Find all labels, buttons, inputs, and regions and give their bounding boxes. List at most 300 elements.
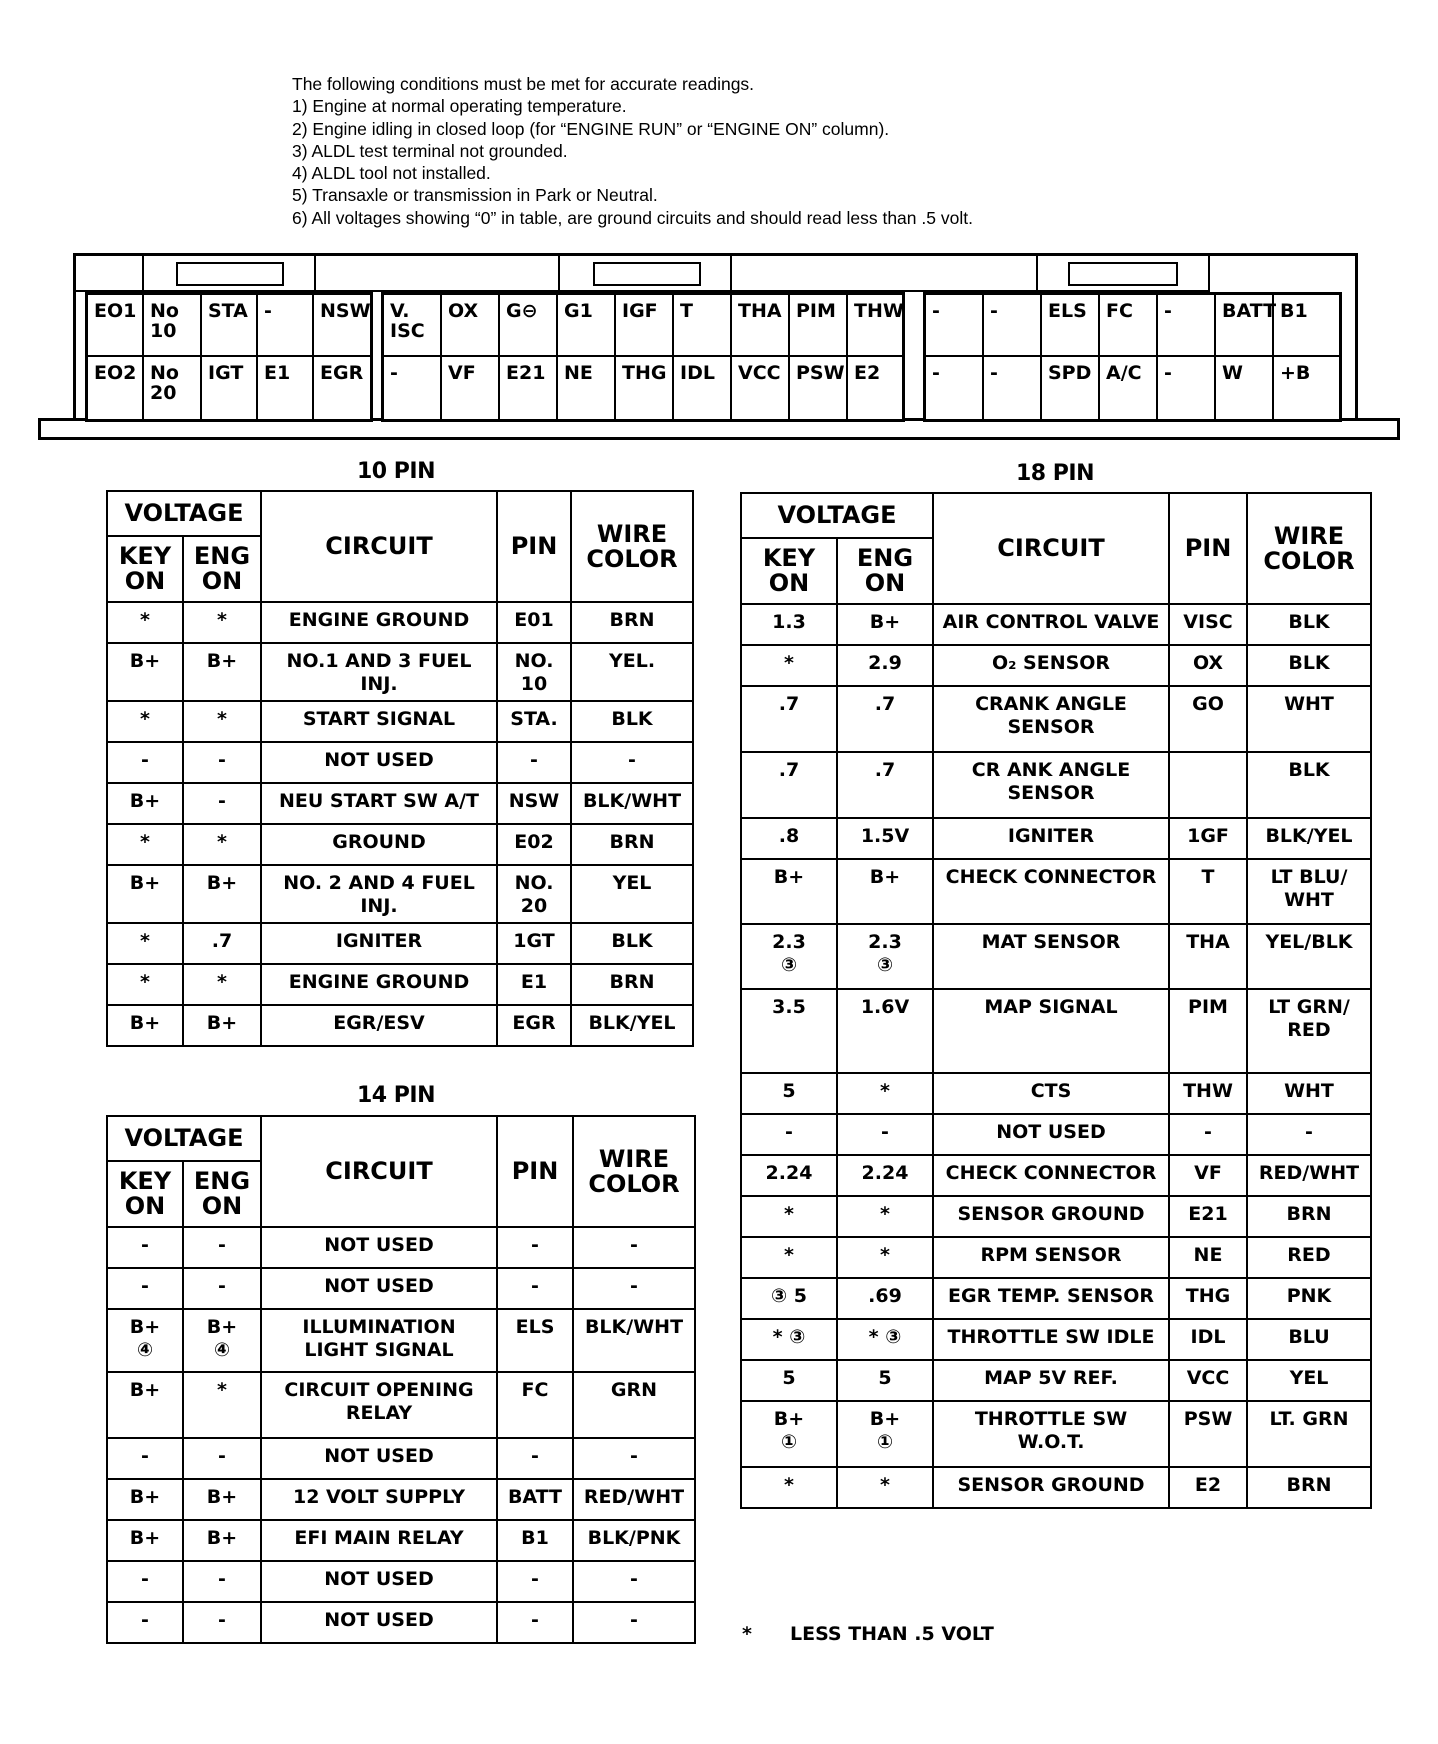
eng-on-header: ENG ON (183, 536, 261, 602)
legend-symbol: * (742, 1623, 752, 1645)
circuit-name: 12 VOLT SUPPLY (261, 1479, 497, 1520)
connector-pin-label: PIM (790, 295, 848, 357)
pin-id: STA. (497, 701, 571, 742)
pin-header: PIN (497, 491, 571, 602)
pin-id: VCC (1169, 1360, 1247, 1401)
connector-latch (76, 256, 144, 292)
eng-on-value: B+ (837, 859, 933, 924)
wire-color: LT GRN/ RED (1247, 989, 1371, 1073)
circuit-name: SENSOR GROUND (933, 1196, 1169, 1237)
connector-pin-label: No 20 (144, 357, 202, 419)
key-on-value: B+ (107, 1520, 183, 1561)
connector-pin-label: A/C (1100, 357, 1158, 419)
circuit-name: ENGINE GROUND (261, 602, 497, 643)
pin-table-10 (106, 490, 694, 1047)
connector-pin-label: E2 (854, 362, 881, 384)
table-row (107, 643, 693, 701)
connector-pin-label: STA (202, 295, 258, 357)
pin-id: ELS (497, 1309, 573, 1372)
table-row (107, 1561, 695, 1602)
eng-on-value: B+ (183, 1005, 261, 1046)
eng-on-value: * (837, 1467, 933, 1508)
circuit-header: CIRCUIT (261, 1116, 497, 1227)
connector-pin-label: ELS (1042, 295, 1100, 357)
connector-block-10pin (85, 292, 373, 422)
pin-id: - (497, 1438, 573, 1479)
wire-color: - (1247, 1114, 1371, 1155)
instructions (292, 73, 1192, 229)
pin-id: - (497, 1268, 573, 1309)
eng-on-value: * ③ (837, 1319, 933, 1360)
pin-id: THA (1169, 924, 1247, 989)
connector-pin-label: - (384, 357, 442, 419)
eng-on-value: - (183, 742, 261, 783)
eng-on-value: * (183, 602, 261, 643)
wire-color: BLK (1247, 645, 1371, 686)
eng-on-value: B+ ① (837, 1401, 933, 1467)
pin-table-14 (106, 1115, 696, 1644)
table-row (107, 1227, 695, 1268)
table-title-14pin: 14 PIN (357, 1083, 435, 1108)
connector-pin-label: BATT (1216, 295, 1274, 357)
pin-id: 1GT (497, 923, 571, 964)
table-title-18pin: 18 PIN (1016, 461, 1094, 486)
pin-id: T (1169, 859, 1247, 924)
table-row (107, 1438, 695, 1479)
connector-pin-label: T (674, 295, 732, 357)
pin-id: NO. 20 (497, 865, 571, 923)
key-on-value: ③ 5 (741, 1278, 837, 1319)
key-on-value: B+ (107, 865, 183, 923)
connector-latch (316, 256, 560, 292)
key-on-value: * (741, 645, 837, 686)
circuit-name: NOT USED (261, 1602, 497, 1643)
key-on-value: - (107, 1438, 183, 1479)
pin-id: THW (1169, 1073, 1247, 1114)
circuit-name: NEU START SW A/T (261, 783, 497, 824)
page-cutoff (0, 1658, 1438, 1744)
key-on-value: * (107, 602, 183, 643)
eng-on-value: - (183, 783, 261, 824)
circuit-name: ENGINE GROUND (261, 964, 497, 1005)
pin-id: E02 (497, 824, 571, 865)
circuit-name: CHECK CONNECTOR (933, 859, 1169, 924)
circuit-name: THROTTLE SW IDLE (933, 1319, 1169, 1360)
eng-on-value: - (183, 1602, 261, 1643)
circuit-name: NO. 2 AND 4 FUEL INJ. (261, 865, 497, 923)
key-on-value: * (107, 964, 183, 1005)
circuit-name: CTS (933, 1073, 1169, 1114)
pin-id: E01 (497, 602, 571, 643)
pin-id: E21 (1169, 1196, 1247, 1237)
table-row (741, 859, 1371, 924)
key-on-value: - (107, 1227, 183, 1268)
circuit-header: CIRCUIT (261, 491, 497, 602)
key-on-value: - (107, 1561, 183, 1602)
wire-color: YEL. (571, 643, 693, 701)
circuit-name: O₂ SENSOR (933, 645, 1169, 686)
connector-pin-label: V. ISC (384, 295, 442, 357)
connector-pin-label: NSW (314, 295, 370, 357)
table-row (107, 1309, 695, 1372)
connector-block-18pin (381, 292, 905, 422)
wire-color: BRN (571, 824, 693, 865)
circuit-name: EGR/ESV (261, 1005, 497, 1046)
eng-on-header: ENG ON (183, 1161, 261, 1227)
pin-id: THG (1169, 1278, 1247, 1319)
table-row (741, 1073, 1371, 1114)
voltage-header: VOLTAGE (741, 493, 933, 538)
connector-pin-label: SPD (1042, 357, 1100, 419)
wire-color: YEL (571, 865, 693, 923)
table-row (741, 1467, 1371, 1508)
table-row (107, 1479, 695, 1520)
wire-color: LT BLU/ WHT (1247, 859, 1371, 924)
wire-color: BLK/YEL (571, 1005, 693, 1046)
wire-color: RED/WHT (1247, 1155, 1371, 1196)
eng-on-value: 2.9 (837, 645, 933, 686)
pin-id: NSW (497, 783, 571, 824)
key-on-value: - (107, 1268, 183, 1309)
pin-id: OX (1169, 645, 1247, 686)
connector-pin-label: IGF (616, 295, 674, 357)
table-row (107, 824, 693, 865)
wire-color-header: WIRE COLOR (1247, 493, 1371, 604)
key-on-value: 5 (741, 1360, 837, 1401)
table-title-10pin: 10 PIN (357, 459, 435, 484)
circuit-name: IGNITER (261, 923, 497, 964)
eng-on-value: * (183, 964, 261, 1005)
key-on-header: KEY ON (741, 538, 837, 604)
pin-id: - (497, 742, 571, 783)
instruction-line: 3) ALDL test terminal not grounded. (292, 140, 568, 161)
wire-color: - (573, 1438, 695, 1479)
eng-on-value: - (183, 1561, 261, 1602)
circuit-name: GROUND (261, 824, 497, 865)
table-row (741, 604, 1371, 645)
circuit-name: NOT USED (261, 1227, 497, 1268)
wire-color: BRN (1247, 1196, 1371, 1237)
eng-on-value: B+ (183, 643, 261, 701)
table-row (107, 783, 693, 824)
voltage-header: VOLTAGE (107, 491, 261, 536)
wire-color: GRN (573, 1372, 695, 1438)
pin-id (1169, 752, 1247, 818)
wire-color: BLK (1247, 604, 1371, 645)
instruction-line: 2) Engine idling in closed loop (for “ENGINE RUN” or “ENGINE ON” column). (292, 118, 890, 139)
table-row (107, 701, 693, 742)
table-row (107, 923, 693, 964)
connector-pin-label: EO2 (88, 357, 144, 419)
connector-pin-label: +B (1280, 362, 1311, 384)
wire-color: LT. GRN (1247, 1401, 1371, 1467)
table-row (741, 1401, 1371, 1467)
connector-pin-label: IGT (202, 357, 258, 419)
circuit-name: NOT USED (261, 1561, 497, 1602)
table-row (741, 1196, 1371, 1237)
key-on-value: * (107, 923, 183, 964)
eng-on-value: .7 (837, 752, 933, 818)
pin-id: PSW (1169, 1401, 1247, 1467)
pin-id: B1 (497, 1520, 573, 1561)
key-on-value: B+ (107, 643, 183, 701)
wire-color-header: WIRE COLOR (573, 1116, 695, 1227)
connector-pin-label: THG (616, 357, 674, 419)
eng-on-value: .69 (837, 1278, 933, 1319)
eng-on-value: 1.6V (837, 989, 933, 1073)
key-on-value: * (741, 1237, 837, 1278)
eng-on-value: 5 (837, 1360, 933, 1401)
eng-on-value: B+ (183, 1479, 261, 1520)
key-on-value: B+ (107, 1372, 183, 1438)
key-on-value: B+ (107, 1479, 183, 1520)
table-row (107, 1268, 695, 1309)
circuit-name: AIR CONTROL VALVE (933, 604, 1169, 645)
key-on-value: - (107, 1602, 183, 1643)
wire-color: RED/WHT (573, 1479, 695, 1520)
pin-id: - (1169, 1114, 1247, 1155)
table-row (741, 686, 1371, 752)
connector-pin-label: - (258, 295, 314, 357)
table-row (107, 602, 693, 643)
wire-color: RED (1247, 1237, 1371, 1278)
pin-header: PIN (497, 1116, 573, 1227)
circuit-name: MAP 5V REF. (933, 1360, 1169, 1401)
connector-pin-label: - (1158, 295, 1216, 357)
key-on-value: B+ (107, 783, 183, 824)
wire-color: BRN (571, 602, 693, 643)
circuit-name: CHECK CONNECTOR (933, 1155, 1169, 1196)
pin-id: E1 (497, 964, 571, 1005)
table-row (741, 752, 1371, 818)
pin-id: FC (497, 1372, 573, 1438)
key-on-value: .8 (741, 818, 837, 859)
wire-color: WHT (1247, 1073, 1371, 1114)
instruction-line: 1) Engine at normal operating temperature. (292, 96, 627, 117)
circuit-header: CIRCUIT (933, 493, 1169, 604)
wire-color: BLK/YEL (1247, 818, 1371, 859)
wire-color: BRN (1247, 1467, 1371, 1508)
key-on-value: B+ ④ (107, 1309, 183, 1372)
circuit-name: IGNITER (933, 818, 1169, 859)
connector-key-tab (593, 262, 701, 286)
instruction-line: 4) ALDL tool not installed. (292, 163, 491, 184)
eng-on-value: 2.24 (837, 1155, 933, 1196)
wire-color: - (573, 1602, 695, 1643)
connector-pin-label: - (984, 357, 1042, 419)
wire-color: BLU (1247, 1319, 1371, 1360)
eng-on-value: B+ (183, 1520, 261, 1561)
eng-on-value: B+ (837, 604, 933, 645)
connector-pin-label: E1 (258, 357, 314, 419)
key-on-value: 2.24 (741, 1155, 837, 1196)
pin-id: EGR (497, 1005, 571, 1046)
circuit-name: NOT USED (261, 742, 497, 783)
wire-color: BLK/PNK (573, 1520, 695, 1561)
key-on-value: 3.5 (741, 989, 837, 1073)
key-on-value: * ③ (741, 1319, 837, 1360)
pin-header: PIN (1169, 493, 1247, 604)
circuit-name: MAP SIGNAL (933, 989, 1169, 1073)
connector-pin-label: B1 (1274, 295, 1339, 357)
circuit-name: CR ANK ANGLE SENSOR (933, 752, 1169, 818)
table-row (741, 818, 1371, 859)
connector-pin-label: - (984, 295, 1042, 357)
circuit-name: EGR TEMP. SENSOR (933, 1278, 1169, 1319)
wire-color: YEL (1247, 1360, 1371, 1401)
key-on-value: B+ (741, 859, 837, 924)
wire-color: - (573, 1561, 695, 1602)
table-row (741, 1114, 1371, 1155)
wire-color-header: WIRE COLOR (571, 491, 693, 602)
eng-on-value: .7 (837, 686, 933, 752)
connector-pin-label: G1 (558, 295, 616, 357)
wire-color: - (571, 742, 693, 783)
wire-color: BLK (571, 923, 693, 964)
pin-id: NO. 10 (497, 643, 571, 701)
key-on-value: * (107, 701, 183, 742)
instruction-line: 5) Transaxle or transmission in Park or Neutral. (292, 185, 658, 206)
key-on-value: B+ (107, 1005, 183, 1046)
instruction-line: The following conditions must be met for accurate readings. (292, 74, 755, 94)
connector-pin-label: THW (848, 295, 902, 357)
wire-color: PNK (1247, 1278, 1371, 1319)
circuit-name: THROTTLE SW W.O.T. (933, 1401, 1169, 1467)
table-row (107, 742, 693, 783)
table-row (741, 924, 1371, 989)
circuit-name: NOT USED (933, 1114, 1169, 1155)
connector-pin-label: E21 (500, 357, 558, 419)
connector-key-tab (1068, 262, 1178, 286)
circuit-name: CIRCUIT OPENING RELAY (261, 1372, 497, 1438)
table-row (107, 1372, 695, 1438)
connector-pin-label: VF (442, 357, 500, 419)
pin-table-18 (740, 492, 1372, 1509)
eng-on-value: - (183, 1438, 261, 1479)
circuit-name: RPM SENSOR (933, 1237, 1169, 1278)
wire-color: BLK (571, 701, 693, 742)
table-row (107, 1005, 693, 1046)
connector-block-14pin (923, 292, 1342, 422)
pin-id: - (497, 1561, 573, 1602)
connector-pin-label: - (926, 357, 984, 419)
circuit-name: NO.1 AND 3 FUEL INJ. (261, 643, 497, 701)
eng-on-value: * (837, 1237, 933, 1278)
connector-pin-label: NE (558, 357, 616, 419)
pin-id: BATT (497, 1479, 573, 1520)
voltage-header: VOLTAGE (107, 1116, 261, 1161)
connector-pin-label: VCC (732, 357, 790, 419)
eng-on-value: 2.3 ③ (837, 924, 933, 989)
eng-on-value: B+ ④ (183, 1309, 261, 1372)
connector-key-tab (176, 262, 284, 286)
connector-pin-label: - (1158, 357, 1216, 419)
key-on-value: * (741, 1467, 837, 1508)
eng-on-value: * (837, 1196, 933, 1237)
wire-color: YEL/BLK (1247, 924, 1371, 989)
key-on-value: 2.3 ③ (741, 924, 837, 989)
eng-on-value: * (183, 1372, 261, 1438)
key-on-value: 5 (741, 1073, 837, 1114)
table-row (741, 645, 1371, 686)
pin-id: GO (1169, 686, 1247, 752)
key-on-value: - (741, 1114, 837, 1155)
instruction-line: 6) All voltages showing “0” in table, are ground circuits and should read less than .5 volt. (292, 207, 973, 228)
wire-color: WHT (1247, 686, 1371, 752)
table-row (741, 989, 1371, 1073)
key-on-value: - (107, 742, 183, 783)
eng-on-value: .7 (183, 923, 261, 964)
circuit-name: EFI MAIN RELAY (261, 1520, 497, 1561)
connector-latch (732, 256, 1038, 292)
key-on-header: KEY ON (107, 1161, 183, 1227)
wire-color: - (573, 1268, 695, 1309)
key-on-value: .7 (741, 752, 837, 818)
eng-on-value: B+ (183, 865, 261, 923)
connector-pin-label: FC (1100, 295, 1158, 357)
circuit-name: SENSOR GROUND (933, 1467, 1169, 1508)
pin-id: E2 (1169, 1467, 1247, 1508)
legend-text: LESS THAN .5 VOLT (790, 1623, 994, 1645)
connector-pin-label: PSW (790, 357, 848, 419)
table-row (107, 964, 693, 1005)
table-row (741, 1319, 1371, 1360)
circuit-name: NOT USED (261, 1268, 497, 1309)
wire-color: BLK (1247, 752, 1371, 818)
key-on-value: * (107, 824, 183, 865)
table-row (107, 865, 693, 923)
connector-pin-label: W (1216, 357, 1274, 419)
circuit-name: MAT SENSOR (933, 924, 1169, 989)
table-row (107, 1602, 695, 1643)
pin-id: - (497, 1227, 573, 1268)
key-on-value: * (741, 1196, 837, 1237)
eng-on-header: ENG ON (837, 538, 933, 604)
connector-pin-label: - (926, 295, 984, 357)
table-row (741, 1278, 1371, 1319)
eng-on-value: - (183, 1227, 261, 1268)
table-row (741, 1237, 1371, 1278)
eng-on-value: 1.5V (837, 818, 933, 859)
connector-pin-label: EO1 (88, 295, 144, 357)
wire-color: BLK/WHT (571, 783, 693, 824)
key-on-value: 1.3 (741, 604, 837, 645)
connector-pin-label: G⊖ (500, 295, 558, 357)
eng-on-value: - (837, 1114, 933, 1155)
circuit-name: START SIGNAL (261, 701, 497, 742)
pin-id: PIM (1169, 989, 1247, 1073)
connector-pin-label: THA (732, 295, 790, 357)
table-row (741, 1360, 1371, 1401)
eng-on-value: * (837, 1073, 933, 1114)
pin-id: VF (1169, 1155, 1247, 1196)
eng-on-value: * (183, 701, 261, 742)
pin-id: VISC (1169, 604, 1247, 645)
table-row (107, 1520, 695, 1561)
key-on-value: B+ ① (741, 1401, 837, 1467)
connector-pin-label: OX (442, 295, 500, 357)
eng-on-value: * (183, 824, 261, 865)
key-on-value: .7 (741, 686, 837, 752)
key-on-header: KEY ON (107, 536, 183, 602)
circuit-name: CRANK ANGLE SENSOR (933, 686, 1169, 752)
pin-id: NE (1169, 1237, 1247, 1278)
wire-color: BRN (571, 964, 693, 1005)
connector-pin-label: No 10 (144, 295, 202, 357)
wire-color: BLK/WHT (573, 1309, 695, 1372)
eng-on-value: - (183, 1268, 261, 1309)
circuit-name: ILLUMINATION LIGHT SIGNAL (261, 1309, 497, 1372)
